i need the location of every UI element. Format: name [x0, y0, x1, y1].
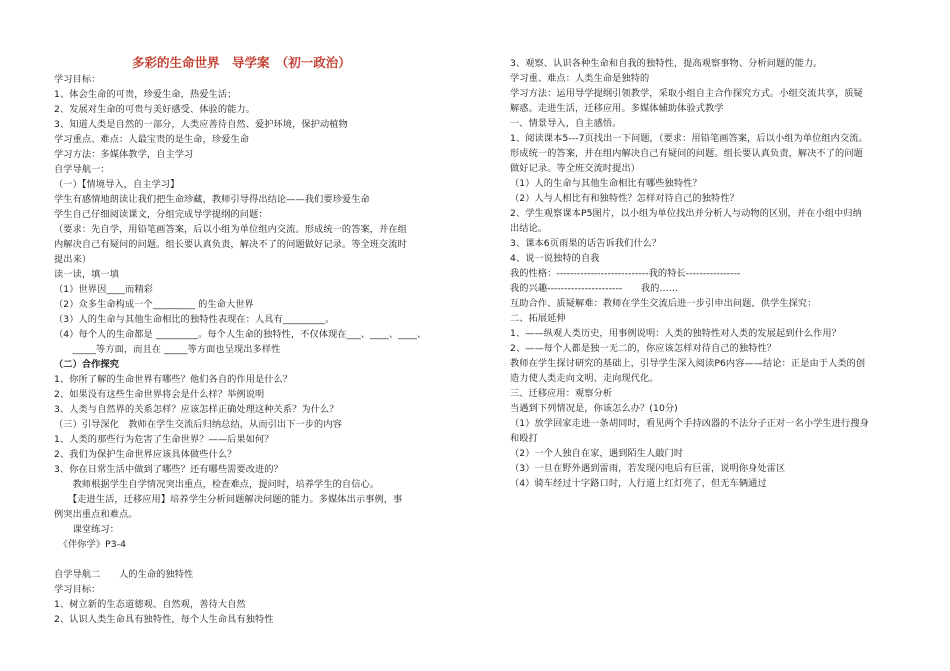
text-line: （2）众多生命构成一个_________ 的生命大世界 — [54, 299, 254, 310]
text-line: 读一读，填一填 — [54, 269, 120, 280]
text-line: 学习目标： — [54, 584, 101, 595]
text-line: （3）一旦在野外遇到雷雨，若发现闪电后有巨雷，说明你身处雷区 — [510, 463, 786, 474]
text-line: 2、如果没有这些生命世界将会是什么样？举例说明 — [54, 389, 265, 400]
text-line: _____等方面，而且在 _____等方面也呈现出多样性 — [54, 344, 281, 355]
text-line: 2、——每个人都是独一无二的，你应该怎样对待自己的独特性？ — [510, 343, 776, 354]
text-line: 我的兴趣---------------------- 我的…… — [510, 283, 679, 294]
text-line: 1、——纵观人类历史，用事例说明：人类的独特性对人类的发展起到什么作用？ — [510, 328, 842, 339]
text-line: （要求：先自学，用铅笔画答案，后以小组为单位组内交流。形成统一的答案，并在组 — [54, 224, 407, 235]
section-heading: （三）引导深化 教师在学生交流后归纳总结，从而引出下一步的内容 — [54, 419, 342, 430]
text-line: 一、情景导入，自主感悟。 — [510, 118, 622, 129]
text-line: 1、阅读课本5---7页找出一下问题，（要求：用铅笔画答案，后以小组为单位组内交流。 — [510, 133, 868, 144]
text-line: 三、迁移应用：观察分析 — [510, 388, 613, 399]
text-line: 内解决自己有疑问的问题。组长要认真负责，解决不了的问题做好记录。等全班交流时 — [54, 239, 407, 250]
text-line: 学生有感情地朗读让我们把生命珍藏，教师引导得出结论——我们要珍爱生命 — [54, 194, 370, 205]
text-line: 互助合作、质疑解难：教师在学生交流后进一步引申出问题，供学生探究： — [510, 298, 817, 309]
text-line: （4）每个人的生命都是 _________。每个人生命的独特性，不仅体现在___、____、____、 — [54, 329, 427, 340]
text-line: 二、拓展延伸 — [510, 313, 566, 324]
text-line: 《伴你学》P3-4 — [54, 539, 127, 550]
text-line: 出结论。 — [510, 223, 548, 234]
text-line: 做好记录。等全班交流时提出） — [510, 163, 641, 174]
text-line: （4）骑车经过十字路口时，人行道上红灯亮了，但无车辆通过 — [510, 478, 767, 489]
text-line: 2、认识人类生命具有独特性，每个人生命具有独特性 — [54, 614, 274, 625]
text-line: 课堂练习： — [54, 524, 120, 535]
text-line: 提出来） — [54, 254, 92, 265]
text-line: （1）世界因____而精彩 — [54, 284, 154, 295]
text-line: （3）人的生命与其他生命相比的独特性表现在：人具有_________。 — [54, 314, 335, 325]
text-line: 2、发展对生命的可贵与美好感受、体验的能力。 — [54, 104, 255, 115]
text-line: 学生自己仔细阅读课文，分组完成导学提纲的问题： — [54, 209, 268, 220]
text-line: 3、你在日常生活中做到了哪些？还有哪些需要改进的？ — [54, 464, 283, 475]
text-line: 3、观察、认识各种生命和自我的独特性，提高观察事物、分析问题的能力。 — [510, 58, 823, 69]
text-line: 解惑。走进生活，迁移应用。多媒体辅助体验式教学 — [510, 103, 724, 114]
text-line: 学习重点、难点：人最宝贵的是生命，珍爱生命 — [54, 134, 250, 145]
text-line: 1、树立新的生态道德观、自然观，善待大自然 — [54, 599, 246, 610]
text-line: （2）一个人独自在家，遇到陌生人敲门时 — [510, 448, 684, 459]
text-line: 学习重、难点：人类生命是独特的 — [510, 73, 650, 84]
text-line: 我的性格：---------------------------我的特长---------------- — [510, 268, 741, 279]
text-line: 【走进生活，迁移应用】培养学生分析问题解决问题的能力。多媒体出示事例，事 — [54, 494, 403, 505]
text-line: （2）人与人相比有和独特性？怎样对待自己的独特性？ — [510, 193, 739, 204]
text-line: 1、体会生命的可贵，珍爱生命，热爱生活； — [54, 89, 237, 100]
text-line: 2、学生观察课本P5图片，以小组为单位找出并分析人与动物的区别，并在小组中归纳 — [510, 208, 862, 219]
text-line: 自学导航一： — [54, 164, 110, 175]
text-line: 教师在学生探讨研究的基础上，引导学生深入阅读P6内容——结论：正是由于人类的创 — [510, 358, 866, 369]
text-line: 例突出重点和难点。 — [54, 509, 138, 520]
text-line: 和殴打 — [510, 433, 538, 444]
text-line: （1）放学回家走进一条胡同时，看见两个手持凶器的不法分子正对一名小学生进行搜身 — [510, 418, 869, 429]
text-line: （1）人的生命与其他生命相比有哪些独特性？ — [510, 178, 702, 189]
text-line: 学习目标： — [54, 74, 101, 85]
section-heading: （二）合作探究 — [54, 359, 120, 370]
text-line: 教师根据学生自学情况突出重点，检查难点，提问时，培养学生的自信心。 — [54, 479, 380, 490]
text-line: 2、我们为保护生命世界应该具体做些什么？ — [54, 449, 237, 460]
text-line: 学习方法：运用导学提纲引领教学，采取小组自主合作探究方式。小组交流共享，质疑 — [510, 88, 863, 99]
document-title: 多彩的生命世界 导学案 （初一政治） — [132, 55, 351, 70]
text-line: 自学导航二 人的生命的独特性 — [54, 569, 194, 580]
section-heading: （一）【情境导入，自主学习】 — [54, 179, 180, 190]
text-line: 形成统一的答案，并在组内解决自己有疑问的问题。组长要认真负责，解决不了的问题 — [510, 148, 863, 159]
text-line: 1、你所了解的生命世界有哪些？他们各自的作用是什么？ — [54, 374, 293, 385]
text-line: 学习方法：多媒体教学，自主学习 — [54, 149, 194, 160]
text-line: 4、说一说独特的自我 — [510, 253, 600, 264]
text-line: 3、知道人类是自然的一部分，人类应善待自然、爱护环境，保护动植物 — [54, 119, 348, 130]
text-line: 当遇到下列情况是，你该怎么办？(10分) — [510, 403, 678, 414]
text-line: 造力使人类走向文明、走向现代化。 — [510, 373, 659, 384]
text-line: 1、人类的那些行为危害了生命世界？——后果如何？ — [54, 434, 274, 445]
text-line: 3、人类与自然界的关系怎样？应该怎样正确处理这种关系？为什么？ — [54, 404, 339, 415]
text-line: 3、课本6页雨果的话告诉我们什么？ — [510, 238, 662, 249]
